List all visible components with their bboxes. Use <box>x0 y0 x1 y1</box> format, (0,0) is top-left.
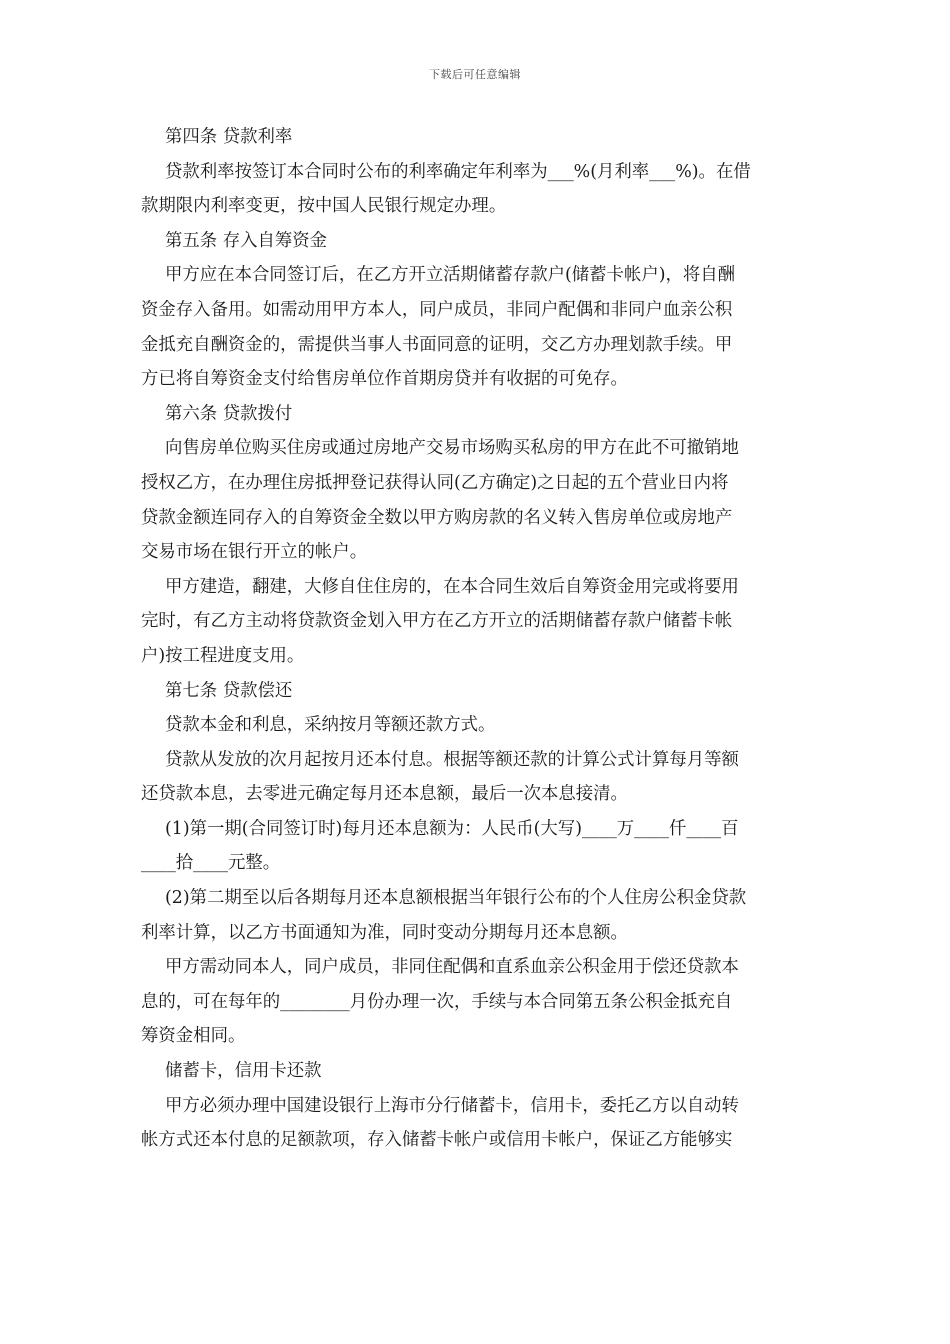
text-line: 贷款利率按签订本合同时公布的利率确定年利率为___%(月利率___%)。在借 <box>165 161 751 182</box>
text-line: 户)按工程进度支用。 <box>141 645 305 666</box>
text-line: 帐方式还本付息的足额款项，存入储蓄卡帐户或信用卡帐户，保证乙方能够实 <box>141 1130 733 1151</box>
text-line: 金抵充自酬资金的，需提供当事人书面同意的证明，交乙方办理划款手续。甲 <box>141 334 733 355</box>
text-line: 筹资金相同。 <box>141 1026 246 1047</box>
text-line: 储蓄卡，信用卡还款 <box>165 1061 322 1082</box>
text-line: 甲方建造，翻建，大修自住住房的，在本合同生效后自筹资金用完或将要用 <box>165 576 739 597</box>
text-line: 甲方需动同本人，同户成员，非同住配偶和直系血亲公积金用于偿还贷款本 <box>165 957 739 978</box>
text-line: 款期限内利率变更，按中国人民银行规定办理。 <box>141 196 507 217</box>
text-line: 授权乙方，在办理住房抵押登记获得认同(乙方确定)之日起的五个营业日内将 <box>141 472 729 493</box>
text-line: 贷款本金和利息，采纳按月等额还款方式。 <box>165 715 496 736</box>
text-line: 资金存入备用。如需动用甲方本人，同户成员，非同户配偶和非同户血亲公积 <box>141 299 733 320</box>
text-line: 利率计算，以乙方书面通知为准，同时变动分期每月还本息额。 <box>141 922 628 943</box>
page-header: 下载后可任意编辑 <box>429 68 521 81</box>
text-line: 交易市场在银行开立的帐户。 <box>141 542 368 563</box>
text-line: 贷款从发放的次月起按月还本付息。根据等额还款的计算公式计算每月等额 <box>165 749 739 770</box>
text-line: (1)第一期(合同签订时)每月还本息额为：人民币(大写)____万____仟____百 <box>165 818 739 839</box>
text-line: 完时，有乙方主动将贷款资金划入甲方在乙方开立的活期储蓄存款户储蓄卡帐 <box>141 611 733 632</box>
text-line: 贷款金额连同存入的自筹资金全数以甲方购房款的名义转入售房单位或房地产 <box>141 507 733 528</box>
text-line: 还贷款本息，去零进元确定每月还本息额，最后一次本息接清。 <box>141 784 628 805</box>
text-line: 甲方应在本合同签订后，在乙方开立活期储蓄存款户(储蓄卡帐户)，将自酬 <box>165 265 736 286</box>
text-line: ____拾____元整。 <box>141 853 281 874</box>
text-line: 第五条 存入自筹资金 <box>165 230 328 251</box>
text-line: 息的，可在每年的________月份办理一次，手续与本合同第五条公积金抵充自 <box>141 991 733 1012</box>
text-line: 甲方必须办理中国建设银行上海市分行储蓄卡，信用卡，委托乙方以自动转 <box>165 1095 739 1116</box>
text-line: 第七条 贷款偿还 <box>165 680 293 701</box>
text-line: 第六条 贷款拨付 <box>165 403 293 424</box>
text-line: 向售房单位购买住房或通过房地产交易市场购买私房的甲方在此不可撤销地 <box>165 438 739 459</box>
text-line: 第四条 贷款利率 <box>165 127 293 147</box>
text-line: (2)第二期至以后各期每月还本息额根据当年银行公布的个人住房公积金贷款 <box>165 888 747 909</box>
document-body <box>141 120 809 1158</box>
text-line: 方已将自筹资金支付给售房单位作首期房贷并有收据的可免存。 <box>141 369 628 390</box>
